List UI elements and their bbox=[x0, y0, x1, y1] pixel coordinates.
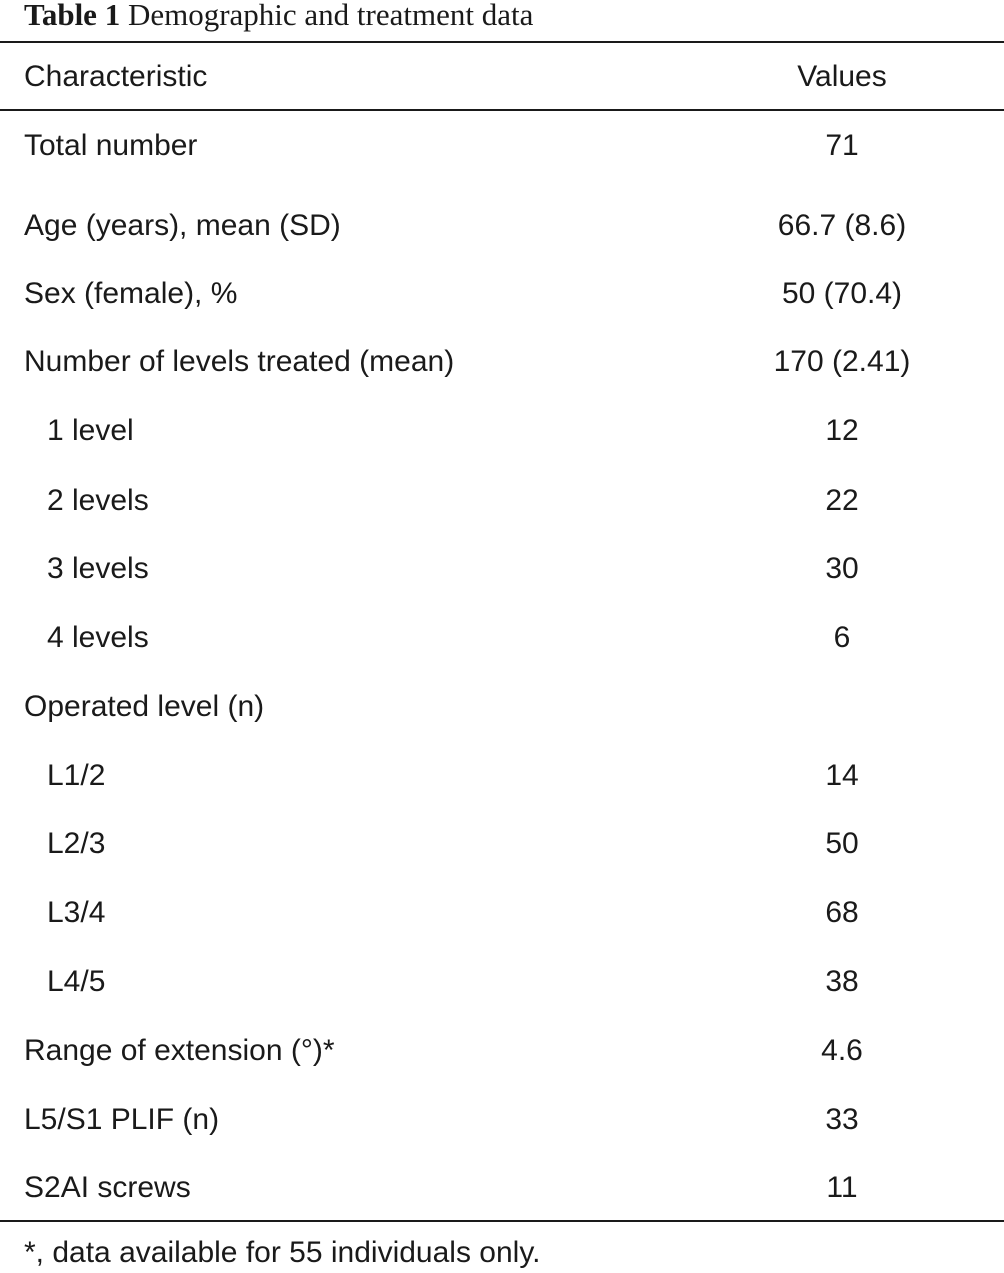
row-value: 14 bbox=[825, 759, 859, 792]
row-label: Total number bbox=[24, 129, 198, 162]
bottom-rule bbox=[0, 1220, 1004, 1222]
table-row bbox=[0, 481, 1004, 521]
row-value: 11 bbox=[826, 1171, 858, 1204]
row-value: 38 bbox=[825, 965, 859, 998]
table-caption bbox=[24, 0, 533, 36]
row-value: 4.6 bbox=[821, 1034, 863, 1067]
row-label: Operated level (n) bbox=[24, 690, 265, 723]
top-rule bbox=[0, 41, 1004, 43]
row-label: L3/4 bbox=[47, 896, 106, 929]
table-header-row bbox=[0, 57, 1004, 97]
table-footnote: *, data available for 55 individuals only. bbox=[24, 1236, 541, 1269]
table-row bbox=[0, 1100, 1004, 1140]
row-label: L2/3 bbox=[47, 827, 106, 860]
header-characteristic: Characteristic bbox=[24, 60, 208, 93]
table-row bbox=[0, 274, 1004, 314]
row-value: 6 bbox=[833, 621, 851, 654]
table-row bbox=[0, 126, 1004, 166]
row-value: 12 bbox=[825, 414, 859, 447]
table-row bbox=[0, 756, 1004, 796]
header-values: Values bbox=[797, 60, 887, 93]
table-caption-label: Table 1 bbox=[24, 0, 121, 32]
header-rule bbox=[0, 109, 1004, 111]
row-value: 66.7 (8.6) bbox=[777, 209, 907, 242]
row-label: 3 levels bbox=[47, 552, 149, 585]
row-label: 1 level bbox=[47, 414, 134, 447]
table-row bbox=[0, 549, 1004, 589]
row-value: 50 bbox=[825, 827, 859, 860]
row-value: 22 bbox=[825, 484, 859, 517]
row-label: S2AI screws bbox=[24, 1171, 191, 1204]
row-label: Sex (female), % bbox=[24, 277, 238, 310]
row-label: 4 levels bbox=[47, 621, 149, 654]
table-row bbox=[0, 687, 1004, 727]
row-label: Age (years), mean (SD) bbox=[24, 209, 341, 242]
row-value: 50 (70.4) bbox=[781, 277, 903, 310]
table-row bbox=[0, 824, 1004, 864]
table-row bbox=[0, 962, 1004, 1002]
table-caption-text: Demographic and treatment data bbox=[127, 0, 534, 32]
row-value: 30 bbox=[825, 552, 859, 585]
table-row bbox=[0, 206, 1004, 246]
row-value: 71 bbox=[825, 129, 859, 162]
row-value: 33 bbox=[825, 1103, 859, 1136]
row-label: L4/5 bbox=[47, 965, 106, 998]
row-label: L1/2 bbox=[47, 759, 106, 792]
row-label: L5/S1 PLIF (n) bbox=[24, 1103, 220, 1136]
row-label: Number of levels treated (mean) bbox=[24, 345, 455, 378]
table-row bbox=[0, 618, 1004, 658]
row-value: 170 (2.41) bbox=[773, 345, 911, 378]
table-row bbox=[0, 1168, 1004, 1208]
row-value: 68 bbox=[825, 896, 859, 929]
table-row bbox=[0, 342, 1004, 382]
row-label: 2 levels bbox=[47, 484, 149, 517]
table-row bbox=[0, 893, 1004, 933]
table-row bbox=[0, 1031, 1004, 1071]
table-row bbox=[0, 411, 1004, 451]
row-label: Range of extension (°)* bbox=[24, 1034, 335, 1067]
